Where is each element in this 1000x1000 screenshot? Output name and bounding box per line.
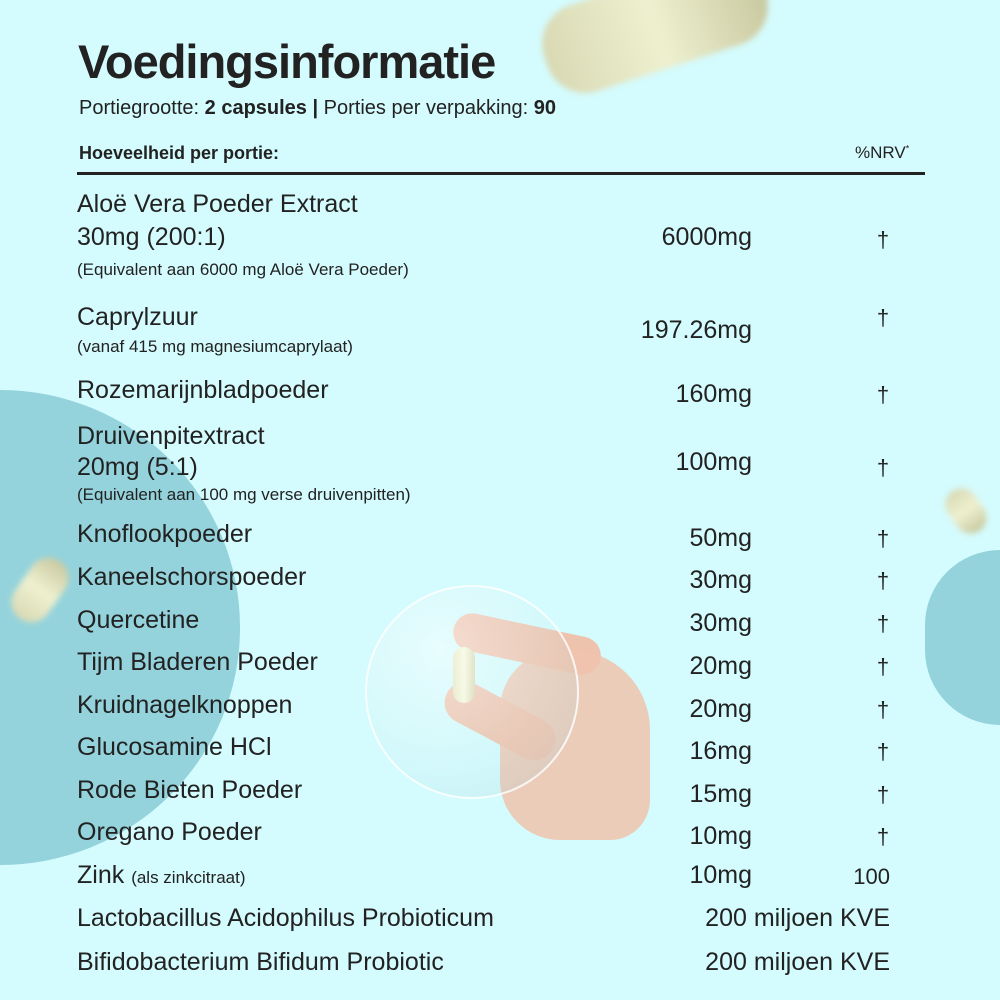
decorative-circle-right	[925, 550, 1000, 725]
nutrient-name-text: Kaneelschorspoeder	[77, 563, 307, 591]
nutrient-nrv: †	[876, 611, 890, 636]
serving-size-value: 2 capsules	[204, 97, 307, 119]
nutrient-name-text: Aloë Vera Poeder Extract	[77, 190, 358, 218]
nutrient-name	[77, 421, 265, 451]
nutrient-amount: 160mg	[675, 380, 752, 408]
glass-bubble	[365, 585, 579, 799]
nutrient-amount: 10mg	[689, 861, 752, 889]
nutrient-name-text: Bifidobacterium Bifidum Probiotic	[77, 948, 444, 976]
nutrient-name	[77, 647, 318, 677]
page-title: Voedingsinformatie	[78, 35, 496, 88]
nutrient-amount: 15mg	[689, 780, 752, 808]
nutrient-amount: 30mg	[689, 609, 752, 637]
nutrient-name-text: Druivenpitextract	[77, 422, 265, 450]
nutrient-amount: 16mg	[689, 737, 752, 765]
nutrient-nrv: †	[876, 526, 890, 551]
nutrient-name-text: Lactobacillus Acidophilus Probioticum	[77, 904, 494, 932]
nutrient-nrv: †	[876, 697, 890, 722]
serving-info	[79, 97, 556, 120]
nutrient-nrv: †	[876, 739, 890, 764]
nutrient-note: (Equivalent aan 100 mg verse druivenpitten)	[77, 485, 411, 504]
nutrient-name	[77, 947, 444, 977]
nutrient-name	[77, 189, 358, 219]
nutrient-nrv: 100	[853, 864, 890, 889]
nutrient-name	[77, 375, 329, 405]
nutrient-amount: 20mg	[689, 652, 752, 680]
nrv-footnote-mark: *	[905, 143, 910, 154]
nutrient-note: (als zinkcitraat)	[131, 868, 246, 887]
nutrient-nrv: †	[876, 455, 890, 480]
nutrient-amount: 30mg	[689, 566, 752, 594]
servings-per-pack-label: Porties per verpakking:	[323, 97, 529, 119]
nutrient-amount: 197.26mg	[640, 316, 752, 344]
nrv-header	[855, 143, 909, 163]
nutrient-amount: 50mg	[689, 524, 752, 552]
nutrient-name-text: Tijm Bladeren Poeder	[77, 648, 318, 676]
nutrient-name-text: Caprylzuur	[77, 303, 198, 331]
nutrient-nrv: †	[876, 227, 890, 252]
nutrient-name	[77, 222, 226, 252]
nutrient-name-text: Glucosamine HCl	[77, 733, 272, 761]
nutrient-name	[77, 817, 262, 847]
servings-per-pack-value: 90	[533, 97, 557, 119]
separator: |	[312, 97, 319, 119]
nutrient-name-text: Knoflookpoeder	[77, 520, 253, 548]
nutrient-nrv: †	[876, 568, 890, 593]
amount-per-serving-header: Hoeveelheid per portie:	[79, 143, 280, 163]
nutrient-name-text: Zink	[77, 861, 125, 889]
nutrient-name-text: Quercetine	[77, 606, 200, 634]
nutrient-amount: 100mg	[675, 448, 752, 476]
nutrient-name-text: 30mg (200:1)	[77, 223, 226, 251]
nutrient-name	[77, 775, 302, 805]
nutrient-amount: 6000mg	[661, 223, 752, 251]
capsule-image	[939, 482, 993, 540]
nutrient-note: (vanaf 415 mg magnesiumcaprylaat)	[77, 337, 353, 356]
capsule-image	[532, 0, 779, 103]
nutrient-name-text: Rozemarijnbladpoeder	[77, 376, 329, 404]
nutrient-amount: 200 miljoen KVE	[705, 904, 890, 932]
nutrient-name-text: Kruidnagelknoppen	[77, 691, 293, 719]
nutrient-amount: 200 miljoen KVE	[705, 948, 890, 976]
nutrient-nrv: †	[876, 654, 890, 679]
nutrient-amount: 10mg	[689, 822, 752, 850]
nutrient-name	[77, 690, 292, 720]
nutrient-nrv: †	[876, 305, 890, 330]
nutrient-name-text: Oregano Poeder	[77, 818, 262, 846]
nutrient-amount: 20mg	[689, 695, 752, 723]
header-divider	[77, 172, 925, 175]
nutrient-name-text: 20mg (5:1)	[77, 453, 198, 481]
nutrient-nrv: †	[876, 824, 890, 849]
nutrient-name	[77, 302, 198, 332]
nutrient-name	[77, 860, 246, 893]
nutrient-name	[77, 903, 494, 933]
nutrient-note: (Equivalent aan 6000 mg Aloë Vera Poeder)	[77, 260, 409, 279]
nutrient-name	[77, 519, 252, 549]
nutrient-name-text: Rode Bieten Poeder	[77, 776, 303, 804]
nutrient-name	[77, 452, 198, 482]
nrv-header-text: %NRV	[855, 143, 906, 162]
nutrient-name	[77, 562, 306, 592]
nutrient-name	[77, 732, 272, 762]
nutrient-name	[77, 605, 199, 635]
serving-size-label: Portiegrootte:	[79, 97, 200, 119]
nutrient-nrv: †	[876, 382, 890, 407]
nutrient-nrv: †	[876, 782, 890, 807]
